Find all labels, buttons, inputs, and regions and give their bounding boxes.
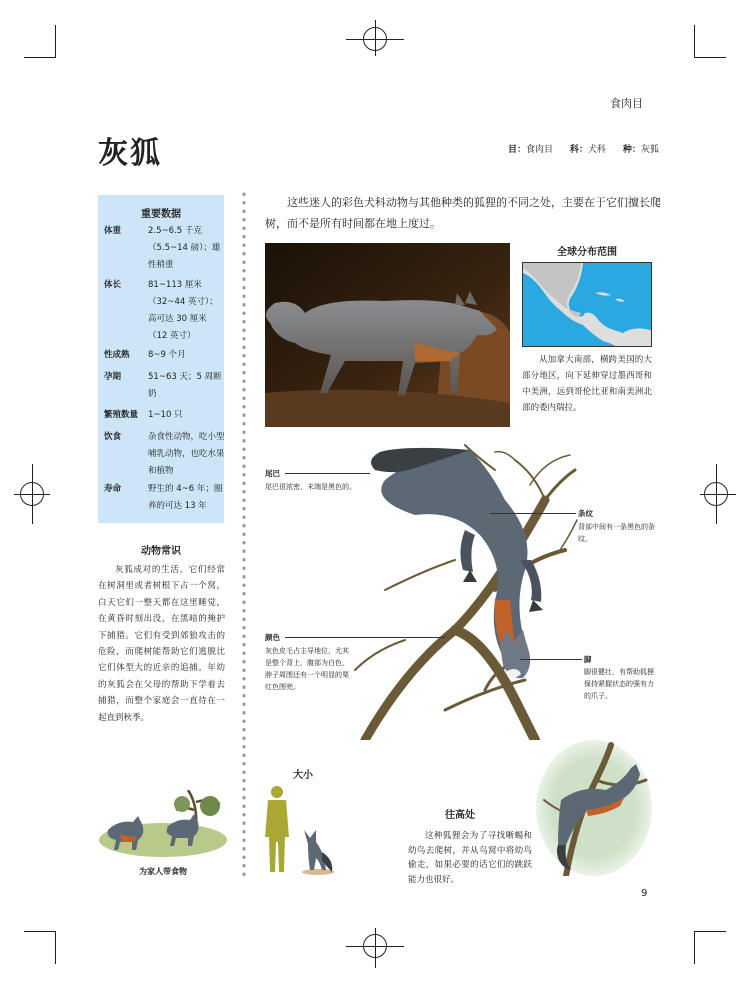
tail-annotation-line xyxy=(285,473,370,474)
range-description: 从加拿大南部，横跨美国的大部分地区，向下延伸穿过墨西哥和中美洲，远到哥伦比亚和南美洲北部的委内瑞拉。 xyxy=(522,355,652,413)
key-data-title: 重要数据 xyxy=(141,209,181,220)
family-label: 科： xyxy=(569,145,588,155)
climbing-text: 这种狐狸会为了寻找晰蜴和幼鸟去爬树，并从鸟窝中将幼鸟偷走，如果必要的话它们的跳跃能力也很好。 xyxy=(408,831,532,885)
key-data-value: 8~9 个月 xyxy=(148,350,186,360)
tail-annotation-title: 尾巴 xyxy=(265,469,280,478)
key-data-box xyxy=(98,195,224,523)
fox-climbing-illustration xyxy=(345,440,580,740)
species-label: 种： xyxy=(622,145,641,155)
order-label: 目： xyxy=(508,145,527,155)
order-value: 食肉目 xyxy=(526,145,554,155)
feet-annotation-text: 脚很健壮，有帮助狐狸保持紧握状态的强有力的爪子。 xyxy=(584,668,654,700)
key-data-label: 饮食 xyxy=(104,432,122,442)
key-data-value: 2.5~6.5 千克（5.5~14 磅）；雄性稍重 xyxy=(148,226,221,270)
key-data-value: 1~10 只 xyxy=(148,410,183,420)
key-data-value: 野生的 4~6 年；圈养的可达 13 年 xyxy=(148,484,223,511)
section-label: 食肉目 xyxy=(610,97,643,110)
bringing-food-caption: 为家人带食物 xyxy=(139,867,187,876)
stripe-annotation-title: 条纹 xyxy=(578,509,593,518)
color-annotation-line xyxy=(285,637,445,638)
climbing-title: 往高处 xyxy=(445,810,475,821)
tail-annotation-text: 尾巴很浓密，末端是黑色的。 xyxy=(265,483,356,491)
range-map xyxy=(522,262,652,347)
key-data-value: 51~63 天；5 周断奶 xyxy=(148,372,222,399)
color-annotation-title: 颜色 xyxy=(265,633,280,642)
intro-paragraph: 这些迷人的彩色犬科动物与其他种类的狐狸的不同之处，主要在于它们擅长爬树，而不是所有时间都在地上度过。 xyxy=(265,196,661,230)
fox-in-tree-illustration xyxy=(536,740,653,876)
stripe-annotation-text: 背部中间有一条黑色的条纹。 xyxy=(578,523,655,543)
dotted-divider xyxy=(242,190,246,880)
bringing-food-illustration xyxy=(98,790,228,858)
key-data-value: 81~113 厘米（32~44 英寸）；高可达 30 厘米（12 英寸） xyxy=(148,280,218,341)
family-value: 犬科 xyxy=(587,145,606,155)
classification xyxy=(508,142,659,155)
animal-facts-title: 动物常识 xyxy=(141,546,181,557)
animal-facts-body: 灰狐成对的生活，它们经常在树洞里或者树根下占一个窝，白天它们一整天都在这里睡觉，在黄昏时刻出没，在黑暗的掩护下捕猎。它们有受到郊狼攻击的危险，而爬树能帮助它们逃脱比它们体型大的近亲的追捕。年幼的灰狐会在父母的帮助下学着去捕猎，而整个家庭会一直待在一起直到秋季。 xyxy=(98,565,225,723)
range-map-title: 全球分布范围 xyxy=(557,247,617,258)
size-comparison-illustration xyxy=(260,782,340,882)
key-data-label: 繁殖数量 xyxy=(104,410,139,420)
stripe-annotation-line xyxy=(490,513,576,514)
page-title: 灰狐 xyxy=(98,136,162,171)
page-number: 9 xyxy=(641,888,648,899)
key-data-label: 性成熟 xyxy=(104,350,130,360)
fox-photo xyxy=(265,243,510,427)
key-data-label: 孕期 xyxy=(104,372,122,382)
species-value: 灰狐 xyxy=(640,145,659,155)
size-title: 大小 xyxy=(293,770,313,781)
key-data-label: 寿命 xyxy=(104,484,122,494)
key-data-label: 体长 xyxy=(104,280,122,290)
color-annotation-text: 灰色皮毛占主导地位，尤其是整个背上，腹部为白色，脖子周围还有一个明显的栗红色围兜。 xyxy=(265,647,349,691)
feet-annotation-title: 脚 xyxy=(584,655,592,664)
key-data-label: 体重 xyxy=(104,226,122,236)
feet-annotation-line xyxy=(520,659,582,660)
key-data-value: 杂食性动物，吃小型哺乳动物，也吃水果和植物 xyxy=(148,432,225,476)
